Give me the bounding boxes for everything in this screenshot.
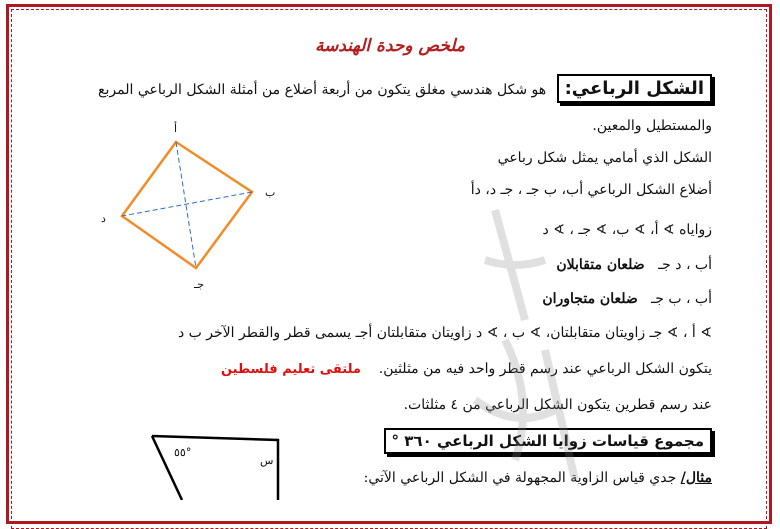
definition-continuation: والمستطيل والمعين.	[592, 118, 712, 134]
vertex-a-label: أ	[174, 122, 178, 135]
example-label: مثال/	[680, 470, 712, 486]
adjacent-sides-label: ضلعان متجاوران	[542, 291, 638, 307]
vertex-d-label: د	[101, 212, 106, 225]
sum-heading: مجموع قياسات زوايا الشكل الرباعي ٣٦٠ °	[384, 428, 712, 454]
opposite-sides-label: ضلعان متقابلان	[556, 257, 645, 273]
one-diagonal-text: يتكون الشكل الرباعي عند رسم قطر واحد فيه من مثلثين.	[378, 361, 712, 377]
example-line	[364, 470, 712, 486]
vertex-c-label: جـ	[194, 278, 205, 291]
quadrilateral-figure	[100, 118, 290, 298]
sides-pair-2: أب ، ب جـ	[651, 291, 712, 307]
sides-pair: أب ، د جـ	[658, 257, 712, 273]
page-title: ملخص وحدة الهندسة	[314, 36, 466, 56]
watermark-text: ملتقى تعليم فلسطين	[220, 362, 361, 377]
definition-heading: الشكل الرباعي:	[557, 74, 712, 103]
sum-heading-line	[378, 428, 712, 454]
vertex-b-label: ب	[265, 186, 276, 199]
text-line-8: عند رسم قطرين يتكون الشكل الرباعي من ٤ مثلثات.	[403, 397, 712, 413]
text-line-6: ∢ أ ، ∢ جـ زاويتان متقابلتان، ∢ ب ، ∢ د زاويتان متقابلتان أجـ يسمى قطر والقطر الآخر ب د	[177, 325, 712, 341]
text-line-2: أضلاع الشكل الرباعي أب، ب جـ ، جـ د، دأ	[470, 182, 712, 198]
text-line-7	[221, 361, 712, 377]
text-line-5	[542, 291, 712, 307]
quadrilateral-shape	[122, 142, 252, 268]
angle-55-label: ٥٥°	[174, 446, 192, 459]
text-line-3: زواياه ∢ أ، ∢ ب، ∢ جـ ، ∢ د	[542, 222, 712, 238]
unknown-angle-label: س	[260, 454, 274, 467]
text-line-1: الشكل الذي أمامي يمثل شكل رباعي	[497, 150, 712, 166]
example-shape-top	[152, 436, 278, 500]
definition-line	[98, 74, 712, 103]
definition-text: هو شكل هندسي مغلق يتكون من أربعة أضلاع من أمثلة الشكل الرباعي المربع	[98, 82, 547, 98]
diagonal-bd	[122, 192, 252, 216]
text-line-4	[556, 257, 712, 273]
example-text: جدي قياس الزاوية المجهولة في الشكل الرباعي الآتي:	[363, 470, 677, 486]
